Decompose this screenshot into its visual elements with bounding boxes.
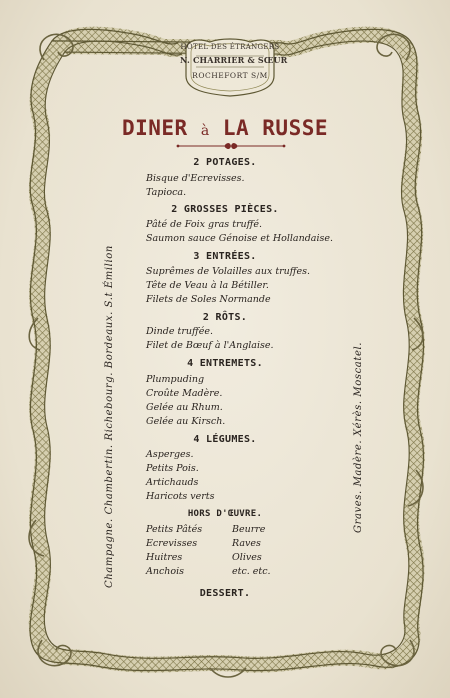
menu-item: Pâté de Foix gras truffé. bbox=[146, 219, 263, 230]
menu-item: Tête de Veau à la Bétiller. bbox=[146, 280, 269, 291]
menu-item: Suprêmes de Volailles aux truffes. bbox=[146, 266, 311, 277]
title-ornament-rule bbox=[176, 141, 286, 151]
menu-item: Tapioca. bbox=[146, 187, 187, 198]
title-joiner: à bbox=[200, 123, 210, 139]
menu-item: Plumpuding bbox=[146, 374, 205, 385]
menu-item: Raves bbox=[232, 538, 261, 549]
section-heading-hors-doeuvre: HORS D'ŒUVRE. bbox=[187, 509, 263, 519]
menu-item: Dinde truffée. bbox=[146, 326, 213, 337]
seal-town: ROCHEFORT S/M bbox=[192, 71, 268, 80]
menu-item: etc. etc. bbox=[232, 566, 271, 577]
section-heading-rots: 2 RÔTS. bbox=[202, 312, 248, 323]
menu-item: Croûte Madère. bbox=[146, 388, 223, 399]
menu-item: Filets de Soles Normande bbox=[146, 294, 271, 305]
menu-item: Saumon sauce Génoise et Hollandaise. bbox=[146, 233, 334, 244]
wine-list-left: Champagne. Chambertin. Richebourg. Bordeaux. S.t Émilion bbox=[104, 245, 115, 588]
menu-item: Ecrevisses bbox=[146, 538, 198, 549]
section-heading-grosses-pieces: 2 GROSSES PIÈCES. bbox=[171, 204, 279, 215]
seal-hotel-name: HÔTEL DES ÉTRANGERS bbox=[180, 43, 280, 51]
title-word-diner: DINER bbox=[121, 116, 188, 140]
menu-item: Beurre bbox=[232, 524, 266, 535]
section-heading-potages: 2 POTAGES. bbox=[193, 157, 257, 168]
title-la-russe: LA RUSSE bbox=[222, 116, 329, 140]
menu-item: Artichauds bbox=[146, 477, 199, 488]
menu-item: Petits Pois. bbox=[146, 463, 199, 474]
menu-item: Petits Pâtés bbox=[146, 524, 203, 535]
menu-item: Huitres bbox=[146, 552, 183, 563]
menu-item: Asperges. bbox=[146, 449, 194, 460]
menu-item: Bisque d'Ecrevisses. bbox=[146, 173, 245, 184]
wine-list-right: Graves. Madère. Xérès. Moscatel. bbox=[353, 341, 364, 533]
section-heading-entrees: 3 ENTRÉES. bbox=[193, 251, 257, 262]
menu-item: Olives bbox=[232, 552, 262, 563]
menu-item: Gelée au Rhum. bbox=[146, 402, 223, 413]
menu-item: Filet de Bœuf à l'Anglaise. bbox=[146, 340, 274, 351]
seal-proprietor: N. CHARRIER & SŒUR bbox=[180, 55, 288, 65]
menu-item: Haricots verts bbox=[146, 491, 215, 502]
menu-item: Gelée au Kirsch. bbox=[146, 416, 226, 427]
menu-item: Anchois bbox=[146, 566, 185, 577]
section-heading-legumes: 4 LÉGUMES. bbox=[193, 434, 257, 445]
section-heading-entremets: 4 ENTREMETS. bbox=[187, 358, 263, 369]
section-heading-dessert: DESSERT. bbox=[199, 588, 251, 599]
menu-title bbox=[0, 116, 450, 140]
